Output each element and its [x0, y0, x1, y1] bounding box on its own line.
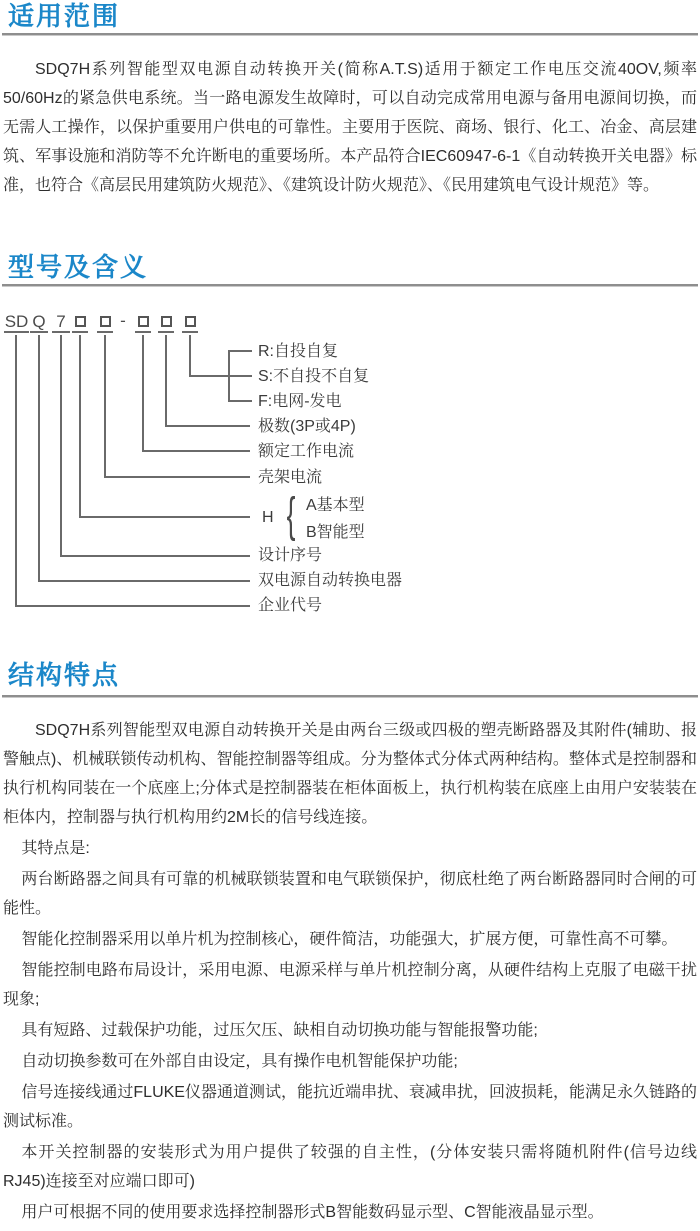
model-label-frame-current: 壳架电流: [258, 469, 323, 486]
connector-line: [15, 335, 17, 607]
connector-line: [60, 555, 250, 557]
model-code-box: [97, 313, 113, 333]
structure-feature: 本开关控制器的安装形式为用户提供了较强的自主性，(分体安装只需将随机附件(信号边线RJ45)连接至对应端口即可): [3, 1144, 697, 1190]
brace-glyph: {: [286, 489, 296, 542]
section-rule: [2, 695, 698, 698]
model-label-poles: 极数(3P或4P): [258, 418, 356, 435]
connector-line: [60, 335, 62, 557]
model-label-design-serial: 设计序号: [258, 547, 323, 564]
connector-line: [142, 335, 144, 452]
model-code-diagram: [0, 313, 700, 625]
model-label-rated-current: 额定工作电流: [258, 443, 355, 460]
connector-bracket: [228, 350, 230, 402]
model-code-part: 7: [52, 313, 70, 333]
connector-line: [38, 580, 250, 582]
connector-line: [15, 605, 250, 607]
section-rule: [2, 33, 698, 36]
connector-line: [79, 516, 250, 518]
model-label-dual-power: 双电源自动转换电器: [258, 572, 403, 589]
model-label-r: R:自投自复: [258, 343, 339, 360]
structure-feature: 具有短路、过载保护功能，过压欠压、缺相自动切换功能与智能报警功能;: [21, 1022, 538, 1039]
model-label-s: S:不自投不自复: [258, 368, 370, 385]
structure-feature: 信号连接线通过FLUKE仪器通道测试，能抗近端串扰、衰减串扰，回波损耗，能满足永久链路的测试标准。: [3, 1084, 697, 1130]
model-code-box: [72, 313, 88, 333]
connector-line: [104, 476, 250, 478]
connector-line: [228, 400, 252, 402]
structure-feature: 智能化控制器采用以单片机为控制核心，硬件简洁，功能强大，扩展方便，可靠性高不可攀。: [21, 931, 678, 948]
model-code-dash: -: [120, 311, 126, 330]
model-code-box: [135, 313, 151, 333]
model-label-company-code: 企业代号: [258, 597, 323, 614]
section-rule: [2, 284, 698, 287]
section-title-model: 型号及含义: [8, 252, 149, 282]
section-title-scope: 适用范围: [8, 1, 121, 31]
model-code-part: SD: [4, 312, 29, 331]
structure-features-lead: 其特点是:: [21, 840, 90, 857]
structure-feature: 自动切换参数可在外部自由设定，具有操作电机智能保护功能;: [21, 1053, 458, 1070]
model-code-part: Q: [30, 313, 48, 333]
connector-line: [165, 425, 250, 427]
connector-line: [142, 450, 250, 452]
section-title-structure: 结构特点: [8, 660, 121, 690]
model-code-box: [158, 313, 174, 333]
structure-feature: 智能控制电路布局设计，采用电源、电源采样与单片机控制分离，从硬件结构上克服了电磁干扰现象;: [3, 962, 697, 1008]
model-label-h-option-a: A基本型: [306, 497, 365, 514]
model-label-h-option-b: B智能型: [306, 524, 365, 541]
connector-line: [189, 375, 252, 377]
structure-intro: SDQ7H系列智能型双电源自动转换开关是由两台三级或四极的塑壳断路器及其附件(辅助、报警触点)、机械联锁传动机构、智能控制器等组成。分为整体式分体式两种结构。整体式是控制器和执行机构同装在一个底座上;分体式是控制器装在柜体面板上，执行机构装在底座上由用户安装装在柜体内，控制器与执行机构用约2M长的信号线连接。: [3, 722, 697, 826]
connector-line: [104, 335, 106, 478]
model-code-box: [182, 313, 198, 333]
connector-line: [228, 350, 252, 352]
structure-feature: 用户可根据不同的使用要求选择控制器形式B智能数码显示型、C智能液晶显示型。: [21, 1204, 604, 1221]
connector-line: [165, 335, 167, 427]
connector-line: [189, 335, 191, 377]
structure-body: [3, 716, 697, 1229]
model-label-f: F:电网-发电: [258, 393, 342, 410]
model-label-h: H: [262, 509, 274, 526]
structure-feature: 两台断路器之间具有可靠的机械联锁装置和电气联锁保护，彻底杜绝了两台断路器同时合闸的可能性。: [3, 871, 697, 917]
connector-line: [38, 335, 40, 582]
scope-paragraph: SDQ7H系列智能型双电源自动转换开关(简称A.T.S)适用于额定工作电压交流40OV,频率50/60Hz的紧急供电系统。当一路电源发生故障时，可以自动完成常用电源与备用电源间切换，而无需人工操作，以保护重要用户供电的可靠性。主要用于医院、商场、银行、化工、冶金、高层建筑、军事设施和消防等不允许断电的重要场所。本产品符合IEC60947-6-1《自动转换开关电器》标准，也符合《高层民用建筑防火规范》、《建筑设计防火规范》、《民用建筑电气设计规范》等。: [3, 61, 697, 194]
connector-line: [79, 335, 81, 518]
